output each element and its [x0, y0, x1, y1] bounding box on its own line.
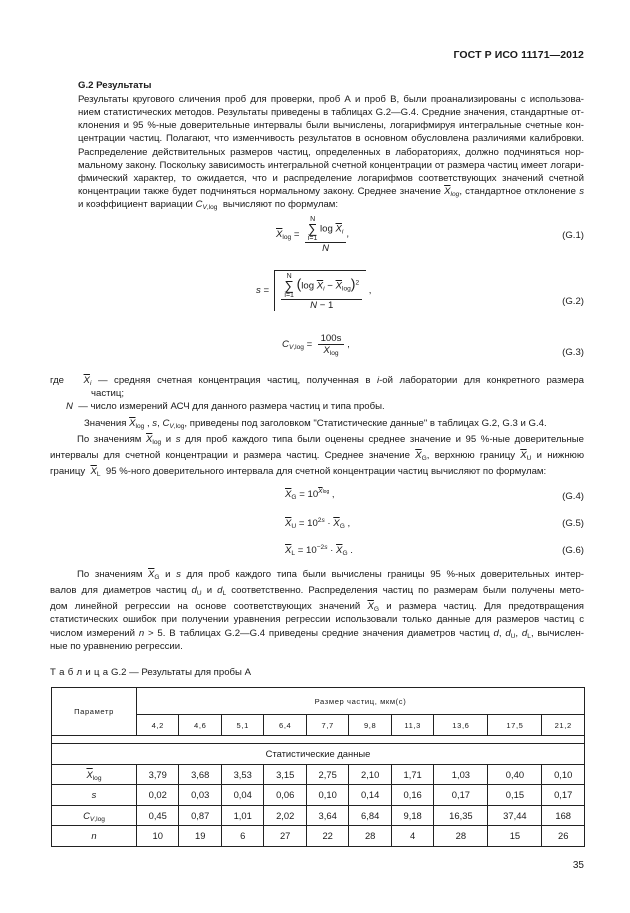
table-cell: 0,17	[542, 785, 585, 806]
table-cell: 0,10	[542, 764, 585, 785]
table-cell: 1,03	[434, 764, 488, 785]
table-cell: 3,53	[221, 764, 263, 785]
text-line: нием статистических методов. Результаты приведены в таблицах G.2—G.4. Средние значения, стандартные от-	[78, 107, 584, 119]
table-cell: 2,75	[306, 764, 348, 785]
text-line: центрации частиц. Полагают, что изменчивость результатов в основном обусловлена различиями калибровки.	[78, 133, 584, 145]
text-line: мальному закону. Поскольку зависимость интегральной счетной концентрации от размера частиц имеет логари-	[78, 159, 584, 171]
size-cell: 17,5	[488, 715, 542, 736]
table-cell: 1,01	[221, 805, 263, 826]
definitions	[50, 374, 584, 413]
text-line: Результаты кругового сличения проб для проверки, проб А и проб В, были проанализированы с использова-	[78, 94, 584, 105]
table-cell: 0,10	[306, 785, 348, 806]
equation-g2: s = N ∑ i=1 (log $\overline{X}_i - \overline{X}_{log})^2$ N − 1 ,	[256, 270, 371, 311]
text-line: частиц;	[91, 388, 125, 400]
table-group-row	[52, 744, 585, 765]
text-line: Распределение действительных размеров частиц, определенных в лабораториях, должно подчиняться нор-	[78, 146, 584, 158]
paragraph-limits	[50, 433, 584, 478]
size-cell: 4,6	[179, 715, 221, 736]
section-title: G.2 Результаты	[78, 80, 152, 91]
definition-xi: где $\overline{X}_i$ — средняя счетная концентрация частиц, полученная в i-ой лаборатории для конкретного размера	[50, 375, 585, 387]
size-header: Размер частиц, мкм(с)	[137, 688, 585, 715]
paragraph-values: Значения $\overline{X}_{log}$ , s, $C_{V,log}$, приведены под заголовком "Статистические данные" в таблицах G.2, G.3 и G.4.	[84, 418, 547, 430]
text-line: фмический характер, то ожидается, что и распределение логарифмов соответствующих значений счетной	[78, 172, 584, 184]
group-label: Статистические данные	[52, 744, 585, 765]
page-number: 35	[572, 860, 584, 871]
equation-number: (G.6)	[562, 545, 584, 556]
table-cell: 2,10	[349, 764, 391, 785]
table-cell: 0,40	[488, 764, 542, 785]
table-row	[52, 764, 585, 785]
table-cell: 28	[349, 826, 391, 847]
equation-g1: $\overline{X}_{log}$ = N ∑ i=1 $\log \overline{X}_i$ N ,	[276, 216, 350, 254]
table-cell: 6	[221, 826, 263, 847]
table-cell: 27	[264, 826, 306, 847]
size-cell: 11,3	[391, 715, 433, 736]
equation-g4: $\overline{X}_G = 10^{\overline{X}log}$ ,	[285, 488, 335, 501]
text-line: дом линейной регрессии на основе соответствующих значений $\overline{X}_G$ и размера частиц. Для предотвращения	[50, 601, 584, 614]
table-cell: 0,15	[488, 785, 542, 806]
table-cell: 37,44	[488, 805, 542, 826]
results-table	[51, 687, 585, 847]
row-label: n	[52, 826, 137, 847]
table-cell: 16,35	[434, 805, 488, 826]
size-cell: 9,8	[349, 715, 391, 736]
table-row	[52, 805, 585, 826]
document-header: ГОСТ Р ИСО 11171—2012	[453, 49, 584, 61]
table-cell: 3,15	[264, 764, 306, 785]
definition-n: N — число измерений АСЧ для данного размера частиц и типа пробы.	[66, 401, 385, 413]
equation-g3: $C_{V,log}$ = $\frac{100s}{\overline{X}_{log}}$ ,	[282, 333, 350, 357]
equation-g6: $\overline{X}_L = 10^{-2s} \cdot \overline{X}_G$ .	[285, 544, 353, 557]
table-row	[52, 826, 585, 847]
equation-g5: $\overline{X}_U = 10^{2s} \cdot \overline{X}_G$ ,	[285, 517, 351, 530]
table-cell: 0,04	[221, 785, 263, 806]
size-cell: 4,2	[137, 715, 179, 736]
table-cell: 0,02	[137, 785, 179, 806]
table-cell: 6,84	[349, 805, 391, 826]
table-cell: 3,64	[306, 805, 348, 826]
table-header-row	[52, 688, 585, 715]
table-cell: 0,17	[434, 785, 488, 806]
equation-number: (G.1)	[562, 230, 584, 241]
table-cell: 0,06	[264, 785, 306, 806]
row-label: $\overline{X}_{log}$	[52, 764, 137, 785]
equation-number: (G.3)	[562, 347, 584, 358]
table-cell: 2,02	[264, 805, 306, 826]
text-line: клонения и 95 %-ные доверительные интервалы были вычислены, логарифмируя интегральные счетные кон-	[78, 120, 584, 132]
table-cell: 10	[137, 826, 179, 847]
table-cell: 28	[434, 826, 488, 847]
text-line: и коэффициент вариации $C_{V,log}$ вычисляют по формулам:	[78, 199, 339, 212]
table-cell: 168	[542, 805, 585, 826]
size-cell: 5,1	[221, 715, 263, 736]
table-cell: 0,03	[179, 785, 221, 806]
text-line: По значениям $\overline{X}_G$ и s для проб каждого типа были вычислены границы 95 %-ных доверительных интер-	[77, 569, 584, 581]
param-header: Параметр	[52, 688, 137, 736]
size-cell: 7,7	[306, 715, 348, 736]
row-label: $C_{V,log}$	[52, 805, 137, 826]
text-line: По значениям $\overline{X}_{log}$ и s для проб каждого типа были оценены среднее значение и 95 %-ные доверительные	[77, 434, 584, 446]
table-cell: 3,79	[137, 764, 179, 785]
table-cell: 4	[391, 826, 433, 847]
equation-number: (G.4)	[562, 491, 584, 502]
table-cell: 0,87	[179, 805, 221, 826]
text-line: числом измерений n > 5. В таблицах G.2—G.4 приведены средние значения диаметров частиц d, $d_U$, $d_L$, вычислен-	[50, 627, 584, 640]
table-cell: 0,45	[137, 805, 179, 826]
table-cell: 19	[179, 826, 221, 847]
table-cell: 9,18	[391, 805, 433, 826]
size-cell: 21,2	[542, 715, 585, 736]
table-cell: 1,71	[391, 764, 433, 785]
table-cell: 3,68	[179, 764, 221, 785]
equation-number: (G.2)	[562, 296, 584, 307]
text-line: границу $\overline{X}_L$ 95 %-ного доверительного интервала для счетной концентрации частиц вычисляют по формулам:	[50, 466, 547, 479]
table-caption: Т а б л и ц а G.2 — Результаты для пробы А	[50, 667, 252, 678]
table-cell: 22	[306, 826, 348, 847]
equation-number: (G.5)	[562, 518, 584, 529]
text-line: интервалы для счетной концентрации и размера частиц. Среднее значение $\overline{X}_G$, верхнюю границу $\overline{X}_U$ и нижнюю	[50, 450, 585, 463]
text-line: статистических ошибок при получении уравнения регрессии использовали только данные для размеров частиц с	[50, 614, 584, 626]
table-cell: 0,16	[391, 785, 433, 806]
table-row	[52, 785, 585, 806]
table-cell: 26	[542, 826, 585, 847]
paragraph-regression	[50, 568, 584, 653]
table-cell: 15	[488, 826, 542, 847]
text-line: ные по уравнению регрессии.	[50, 640, 183, 652]
table-spacer	[52, 736, 585, 744]
text-line: валов для диаметров частиц $d_U$ и $d_L$ соответственно. Распределения частиц по размерам были получены мето-	[50, 585, 585, 598]
table-cell: 0,14	[349, 785, 391, 806]
size-cell: 6,4	[264, 715, 306, 736]
text-line: концентрации также будет подчиняться нормальному закону. Среднее значение $\overline{X}_{log}$, стандартное отклонение s	[78, 186, 584, 199]
paragraph-intro	[78, 93, 584, 211]
row-label: s	[52, 785, 137, 806]
size-cell: 13,6	[434, 715, 488, 736]
